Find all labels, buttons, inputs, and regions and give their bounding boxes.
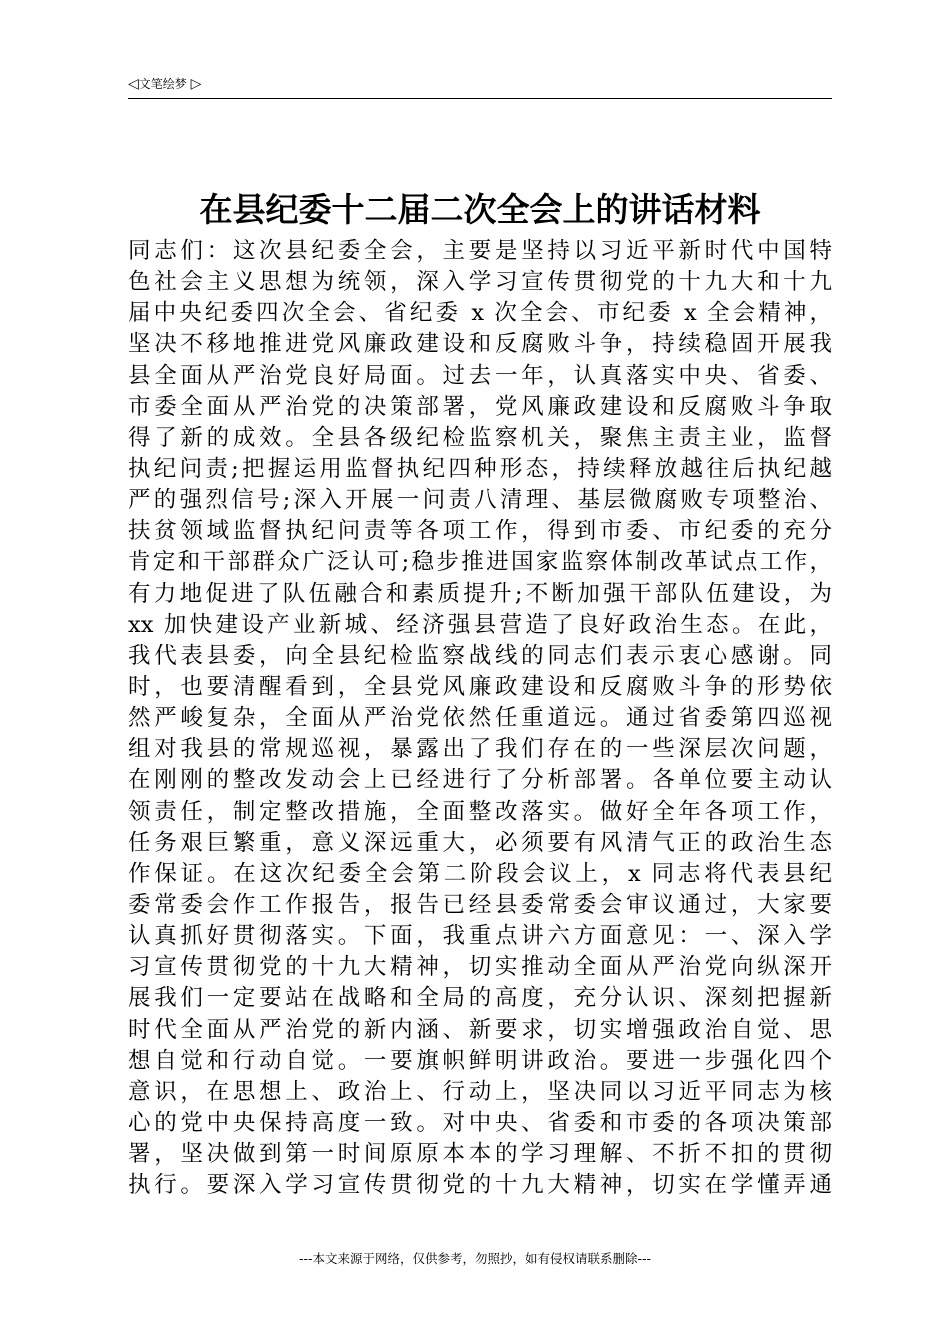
body-line: 坚决不移地推进党风廉政建设和反腐败斗争，持续稳固开展我 [128, 331, 832, 358]
body-line: 执纪问责;把握运用监督执纪四种形态，持续释放越往后执纪越 [128, 455, 832, 482]
body-line: 色社会主义思想为统领，深入学习宣传贯彻党的十九大和十九 [128, 269, 832, 296]
body-line: 认真抓好贯彻落实。下面，我重点讲六方面意见：一、深入学 [128, 923, 832, 950]
body-line: 心的党中央保持高度一致。对中央、省委和市委的各项决策部 [128, 1109, 832, 1136]
body-line: 执行。要深入学习宣传贯彻党的十九大精神，切实在学懂弄通 [128, 1172, 832, 1199]
body-line: xx 加快建设产业新城、经济强县营造了良好政治生态。在此， [128, 611, 832, 638]
body-line: 严的强烈信号;深入开展一问责八清理、基层微腐败专项整治、 [128, 487, 832, 514]
body-line: 有力地促进了队伍融合和素质提升;不断加强干部队伍建设，为 [128, 580, 832, 607]
triangle-left-icon: ◁ [128, 76, 139, 92]
body-line: 署，坚决做到第一时间原原本本的学习理解、不折不扣的贯彻 [128, 1141, 832, 1168]
body-line: 同志们：这次县纪委全会，主要是坚持以习近平新时代中国特 [128, 238, 832, 264]
body-line: 时代全面从严治党的新内涵、新要求，切实增强政治自觉、思 [128, 1016, 832, 1043]
body-line: 县全面从严治党良好局面。过去一年，认真落实中央、省委、 [128, 362, 832, 389]
body-line: 时，也要清醒看到，全县党风廉政建设和反腐败斗争的形势依 [128, 673, 832, 700]
body-line: 市委全面从严治党的决策部署，党风廉政建设和反腐败斗争取 [128, 393, 832, 420]
body-line: 领责任，制定整改措施，全面整改落实。做好全年各项工作， [128, 798, 832, 825]
triangle-right-icon: ▷ [190, 76, 202, 92]
body-line: 作保证。在这次纪委全会第二阶段会议上，x 同志将代表县纪 [128, 860, 832, 887]
document-title: 在县纪委十二届二次全会上的讲话材料 [199, 190, 761, 229]
brand-name: 文笔绘梦 [138, 77, 187, 91]
footer-notice: ---本文来源于网络，仅供参考，勿照抄，如有侵权请联系删除--- [298, 1251, 652, 1266]
body-line: 在刚刚的整改发动会上已经进行了分析部署。各单位要主动认 [128, 767, 832, 794]
body-line: 我代表县委，向全县纪检监察战线的同志们表示衷心感谢。同 [128, 642, 832, 669]
body-line: 组对我县的常规巡视，暴露出了我们存在的一些深层次问题， [128, 736, 832, 763]
body-line: 委常委会作工作报告，报告已经县委常委会审议通过，大家要 [128, 891, 832, 918]
body-line: 然严峻复杂，全面从严治党依然任重道远。通过省委第四巡视 [128, 705, 832, 732]
body-line: 得了新的成效。全县各级纪检监察机关，聚焦主责主业，监督 [128, 424, 832, 451]
body-line: 意识，在思想上、政治上、行动上，坚决同以习近平同志为核 [128, 1078, 832, 1105]
body-line: 届中央纪委四次全会、省纪委 x 次全会、市纪委 x 全会精神， [128, 300, 832, 327]
body-line: 习宣传贯彻党的十九大精神，切实推动全面从严治党向纵深开 [128, 954, 832, 981]
document-body [128, 236, 832, 1201]
body-line: 想自觉和行动自觉。一要旗帜鲜明讲政治。要进一步强化四个 [128, 1047, 832, 1074]
page-header [128, 74, 832, 99]
body-line: 任务艰巨繁重，意义深远重大，必须要有风清气正的政治生态 [128, 829, 832, 856]
body-line: 扶贫领域监督执纪问责等各项工作，得到市委、市纪委的充分 [128, 518, 832, 545]
body-line: 肯定和干部群众广泛认可;稳步推进国家监察体制改革试点工作， [128, 549, 832, 576]
header-brand [128, 76, 201, 92]
body-line: 展我们一定要站在战略和全局的高度，充分认识、深刻把握新 [128, 985, 832, 1012]
